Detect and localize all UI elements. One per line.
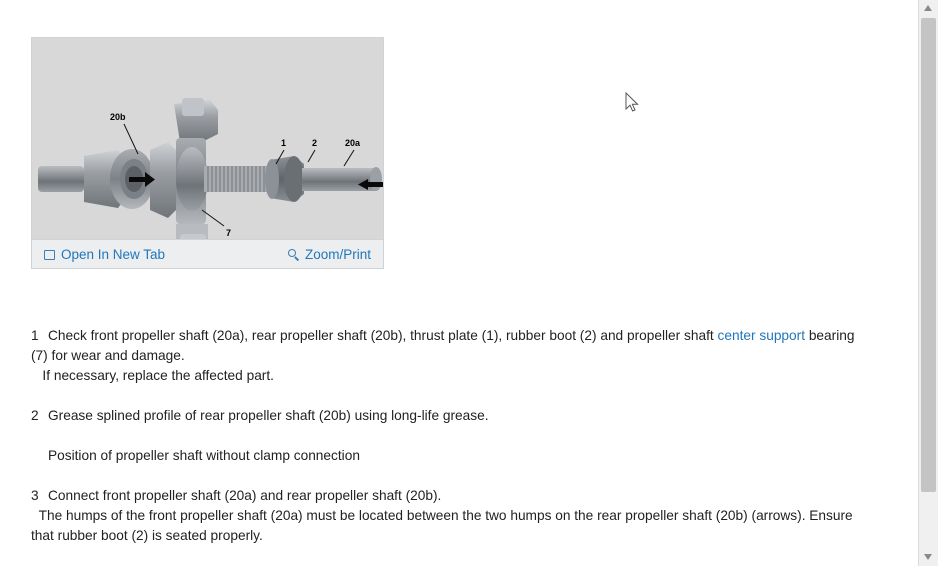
- note-position: [31, 446, 893, 466]
- callout-20b: 20b: [110, 112, 126, 122]
- step-1-line-2: (7) for wear and damage.: [31, 348, 185, 363]
- open-in-new-tab-button[interactable]: [44, 246, 165, 263]
- open-in-new-tab-label: Open In New Tab: [61, 247, 166, 262]
- step-2-number: 2: [31, 408, 39, 423]
- triangle-down-icon: [924, 554, 932, 560]
- zoom-print-label: Zoom/Print: [305, 247, 372, 262]
- zoom-print-button[interactable]: [288, 246, 371, 263]
- vertical-scrollbar[interactable]: [918, 0, 938, 566]
- step-2: [31, 406, 893, 426]
- spacer-2: [31, 426, 893, 446]
- figure-image[interactable]: [32, 38, 383, 239]
- step-3-line-2: The humps of the front propeller shaft (20a) must be located between the two humps on the rear propeller shaft (20b) (arrows). Ensure: [31, 508, 853, 523]
- spacer-1: [31, 386, 893, 406]
- new-tab-icon: [44, 250, 55, 260]
- step-1-text-a: Check front propeller shaft (20a), rear propeller shaft (20b), thrust plate (1), rubber boot (2) and propeller shaft: [48, 328, 718, 343]
- step-3-line-1: [31, 486, 893, 506]
- step-3: [31, 486, 893, 546]
- figure-card: [31, 37, 384, 269]
- step-3-number: 3: [31, 488, 39, 503]
- step-1: [31, 326, 893, 386]
- propeller-shaft-illustration: [32, 38, 383, 239]
- triangle-up-icon: [924, 5, 932, 11]
- callout-1: 1: [281, 138, 287, 148]
- note-position-text: Position of propeller shaft without clamp connection: [48, 448, 360, 463]
- note-position-line: [31, 446, 893, 466]
- center-support-link[interactable]: center support: [717, 328, 806, 343]
- spacer-3: [31, 466, 893, 486]
- scroll-up-arrow-icon[interactable]: [919, 0, 938, 17]
- step-1-number: 1: [31, 328, 39, 343]
- step-1-text-b: bearing: [805, 328, 855, 343]
- magnifier-icon: [288, 249, 300, 261]
- step-1-line-3: If necessary, replace the affected part.: [31, 368, 274, 383]
- instruction-steps: [31, 326, 893, 546]
- step-1-line-1: [31, 326, 893, 346]
- callout-2: 2: [312, 138, 318, 148]
- step-3-line-3: that rubber boot (2) is seated properly.: [31, 528, 263, 543]
- figure-toolbar: [32, 239, 383, 268]
- step-3-text: Connect front propeller shaft (20a) and rear propeller shaft (20b).: [48, 488, 442, 503]
- scrollbar-thumb[interactable]: [921, 18, 936, 492]
- step-2-line-1: [31, 406, 893, 426]
- callout-7: 7: [226, 228, 232, 238]
- step-2-text: Grease splined profile of rear propeller shaft (20b) using long-life grease.: [48, 408, 489, 423]
- scroll-down-arrow-icon[interactable]: [919, 549, 938, 566]
- callout-20a: 20a: [345, 138, 361, 148]
